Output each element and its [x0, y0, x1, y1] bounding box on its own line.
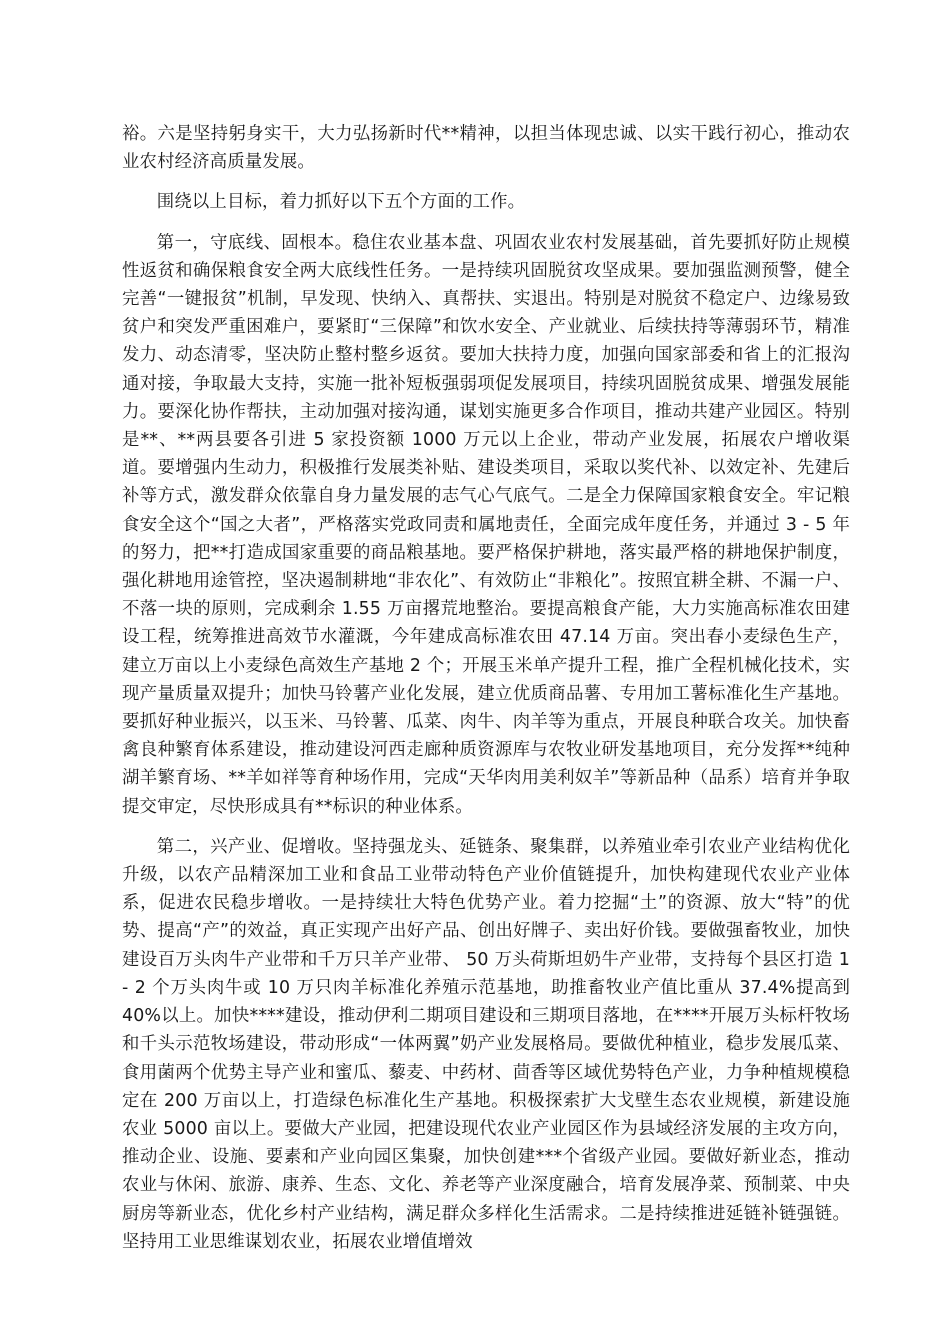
paragraph-continued: 裕。六是坚持躬身实干，大力弘扬新时代**精神，以担当体现忠诚、以实干践行初心，推动农业农村经济高质量发展。 — [122, 124, 850, 173]
document-body — [122, 120, 850, 1268]
paragraph-intro: 围绕以上目标，着力抓好以下五个方面的工作。 — [156, 192, 526, 213]
paragraph-second-task: 第二，兴产业、促增收。坚持强龙头、延链条、聚集群，以养殖业牵引农业产业结构优化升级，以农产品精深加工业和食品工业带动特色产业价值链提升，加快构建现代农业产业体系，促进农民稳步增收。一是持续壮大特色优势产业。着力挖掘“土”的资源、放大“特”的优势、提高“产”的效益，真正实现产出好产品、创出好牌子、卖出好价钱。要做强畜牧业，加快建设百万头肉牛产业带和千万只羊产业带、 50 万头荷斯坦奶牛产业带，支持每个县区打造 1 - 2 个万头肉牛或 10 万只肉羊标准化养殖示范基地，助推畜牧业产值比重从 37.4%提高到 40%以上。加快****建设，推动伊利二期项目建设和三期项目落地，在****开展万头标杆牧场和千头示范牧场建设，带动形成“一体两翼”奶产业发展格局。要做优种植业，稳步发展瓜菜、食用菌两个优势主导产业和蜜瓜、藜麦、中药材、茴香等区域优势特色产业，力争种植规模稳定在 200 万亩以上，打造绿色标准化生产基地。积极探索扩大戈壁生态农业规模，新建设施农业 5000 亩以上。要做大产业园，把建设现代农业产业园区作为县域经济发展的主攻方向，推动企业、设施、要素和产业向园区集聚，加快创建***个省级产业园。要做好新业态，推动农业与休闲、旅游、康养、生态、文化、养老等产业深度融合，培育发展净菜、预制菜、中央厨房等新业态，优化乡村产业结构，满足群众多样化生活需求。二是持续推进延链补链强链。坚持用工业思维谋划农业，拓展农业增值增效 — [122, 836, 850, 1252]
paragraph-first-task: 第一，守底线、固根本。稳住农业基本盘、巩固农业农村发展基础，首先要抓好防止规模性返贫和确保粮食安全两大底线性任务。一是持续巩固脱贫攻坚成果。要加强监测预警，健全完善“一键报贫”机制，早发现、快纳入、真帮扶、实退出。特别是对脱贫不稳定户、边缘易致贫户和突发严重困难户，要紧盯“三保障”和饮水安全、产业就业、后续扶持等薄弱环节，精准发力、动态清零，坚决防止整村整乡返贫。要加大扶持力度，加强向国家部委和省上的汇报沟通对接，争取最大支持，实施一批补短板强弱项促发展项目，持续巩固脱贫成果、增强发展能力。要深化协作帮扶，主动加强对接沟通，谋划实施更多合作项目，推动共建产业园区。特别是**、**两县要各引进 5 家投资额 1000 万元以上企业，带动产业发展，拓展农户增收渠道。要增强内生动力，积极推行发展类补贴、建设类项目，采取以奖代补、以效定补、先建后补等方式，激发群众依靠自身力量发展的志气心气底气。二是全力保障国家粮食安全。牢记粮食安全这个“国之大者”，严格落实党政同责和属地责任，全面完成年度任务，并通过 3 - 5 年的努力，把**打造成国家重要的商品粮基地。要严格保护耕地，落实最严格的耕地保护制度，强化耕地用途管控，坚决遏制耕地“非农化”、有效防止“非粮化”。按照宜耕全耕、不漏一户、不落一块的原则，完成剩余 1.55 万亩撂荒地整治。要提高粮食产能，大力实施高标准农田建设工程，统筹推进高效节水灌溉，今年建成高标准农田 47.14 万亩。突出春小麦绿色生产，建立万亩以上小麦绿色高效生产基地 2 个；开展玉米单产提升工程，推广全程机械化技术，实现产量质量双提升；加快马铃薯产业化发展，建立优质商品薯、专用加工薯标准化生产基地。要抓好种业振兴，以玉米、马铃薯、瓜菜、肉牛、肉羊等为重点，开展良种联合攻关。加快畜禽良种繁育体系建设，推动建设河西走廊种质资源库与农牧业研发基地项目，充分发挥**纯种湖羊繁育场、**羊如祥等育种场作用，完成“天华肉用美利奴羊”等新品种（品系）培育并争取提交审定，尽快形成具有**标识的种业体系。 — [122, 232, 850, 817]
